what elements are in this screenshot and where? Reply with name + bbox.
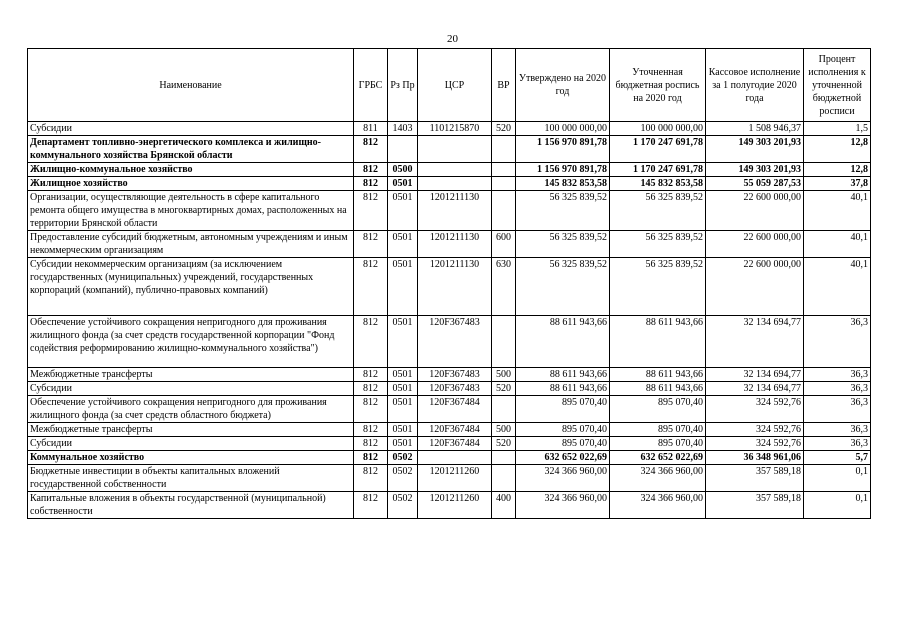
cell-refined: 632 652 022,69: [610, 451, 706, 465]
cell-csr: [418, 136, 492, 163]
cell-name: Субсидии: [28, 122, 354, 136]
cell-name: Обеспечение устойчивого сокращения непригодного для проживания жилищного фонда (за счет средств областного бюджета): [28, 396, 354, 423]
cell-vr: 520: [492, 437, 516, 451]
cell-vr: [492, 316, 516, 368]
cell-percent: 0,1: [804, 492, 871, 519]
cell-cash: 32 134 694,77: [706, 316, 804, 368]
cell-name: Капитальные вложения в объекты государственной (муниципальной) собственности: [28, 492, 354, 519]
cell-percent: 36,3: [804, 382, 871, 396]
cell-csr: [418, 451, 492, 465]
header-cash: Кассовое исполнение за 1 полугодие 2020 года: [706, 49, 804, 122]
header-name: Наименование: [28, 49, 354, 122]
cell-cash: 1 508 946,37: [706, 122, 804, 136]
table-row: [28, 437, 871, 451]
cell-refined: 88 611 943,66: [610, 382, 706, 396]
cell-rzpr: 0502: [388, 492, 418, 519]
cell-vr: [492, 163, 516, 177]
header-approved: Утверждено на 2020 год: [516, 49, 610, 122]
cell-cash: 357 589,18: [706, 465, 804, 492]
cell-percent: 5,7: [804, 451, 871, 465]
cell-name: Жилищное хозяйство: [28, 177, 354, 191]
table-row: [28, 368, 871, 382]
cell-rzpr: 0502: [388, 465, 418, 492]
cell-cash: 357 589,18: [706, 492, 804, 519]
cell-csr: [418, 177, 492, 191]
table-row: [28, 492, 871, 519]
header-rzpr: Рз Пр: [388, 49, 418, 122]
cell-name: Коммунальное хозяйство: [28, 451, 354, 465]
cell-refined: 56 325 839,52: [610, 231, 706, 258]
cell-vr: [492, 465, 516, 492]
cell-approved: 145 832 853,58: [516, 177, 610, 191]
cell-grbs: 812: [354, 316, 388, 368]
table-row: [28, 423, 871, 437]
cell-csr: 120F367484: [418, 423, 492, 437]
cell-rzpr: 0501: [388, 177, 418, 191]
cell-csr: 1201211130: [418, 191, 492, 231]
cell-rzpr: 0501: [388, 423, 418, 437]
cell-refined: 88 611 943,66: [610, 316, 706, 368]
cell-csr: 120F367483: [418, 316, 492, 368]
cell-percent: 0,1: [804, 465, 871, 492]
cell-rzpr: 0501: [388, 382, 418, 396]
cell-csr: 1101215870: [418, 122, 492, 136]
table-row: [28, 396, 871, 423]
cell-grbs: 811: [354, 122, 388, 136]
cell-grbs: 812: [354, 451, 388, 465]
cell-refined: 1 170 247 691,78: [610, 136, 706, 163]
cell-grbs: 812: [354, 177, 388, 191]
cell-grbs: 812: [354, 437, 388, 451]
cell-name: Субсидии некоммерческим организациям (за исключением государственных (муниципальных) учреждений, государственных корпораций (компаний), публично-правовых компаний): [28, 258, 354, 316]
cell-approved: 1 156 970 891,78: [516, 136, 610, 163]
cell-refined: 895 070,40: [610, 423, 706, 437]
cell-name: Обеспечение устойчивого сокращения непригодного для проживания жилищного фонда (за счет средств государственной корпорации "Фонд содействия реформированию жилищно-коммунального хозяйства"): [28, 316, 354, 368]
cell-csr: 120F367484: [418, 396, 492, 423]
cell-approved: 88 611 943,66: [516, 316, 610, 368]
cell-rzpr: 0500: [388, 163, 418, 177]
cell-vr: 520: [492, 382, 516, 396]
table-row: [28, 136, 871, 163]
cell-vr: [492, 136, 516, 163]
cell-rzpr: 0502: [388, 451, 418, 465]
cell-vr: 400: [492, 492, 516, 519]
cell-rzpr: 1403: [388, 122, 418, 136]
cell-percent: 36,3: [804, 437, 871, 451]
cell-csr: 1201211130: [418, 231, 492, 258]
cell-grbs: 812: [354, 136, 388, 163]
cell-cash: 32 134 694,77: [706, 382, 804, 396]
cell-name: Субсидии: [28, 437, 354, 451]
header-csr: ЦСР: [418, 49, 492, 122]
cell-approved: 324 366 960,00: [516, 492, 610, 519]
table-row: [28, 316, 871, 368]
cell-grbs: 812: [354, 163, 388, 177]
cell-vr: 600: [492, 231, 516, 258]
cell-vr: 520: [492, 122, 516, 136]
cell-percent: 40,1: [804, 258, 871, 316]
cell-rzpr: 0501: [388, 316, 418, 368]
table-row: [28, 177, 871, 191]
cell-percent: 40,1: [804, 191, 871, 231]
cell-grbs: 812: [354, 423, 388, 437]
cell-percent: 36,3: [804, 423, 871, 437]
cell-cash: 36 348 961,06: [706, 451, 804, 465]
table-row: [28, 231, 871, 258]
cell-approved: 895 070,40: [516, 437, 610, 451]
header-refined: Уточненная бюджетная роспись на 2020 год: [610, 49, 706, 122]
cell-cash: 32 134 694,77: [706, 368, 804, 382]
cell-percent: 12,8: [804, 136, 871, 163]
cell-refined: 145 832 853,58: [610, 177, 706, 191]
cell-cash: 22 600 000,00: [706, 191, 804, 231]
cell-vr: [492, 177, 516, 191]
cell-refined: 1 170 247 691,78: [610, 163, 706, 177]
cell-rzpr: 0501: [388, 368, 418, 382]
cell-percent: 40,1: [804, 231, 871, 258]
cell-approved: 88 611 943,66: [516, 382, 610, 396]
cell-name: Департамент топливно-энергетического комплекса и жилищно-коммунального хозяйства Брянской области: [28, 136, 354, 163]
cell-approved: 1 156 970 891,78: [516, 163, 610, 177]
cell-name: Межбюджетные трансферты: [28, 423, 354, 437]
cell-rzpr: 0501: [388, 191, 418, 231]
table-row: [28, 163, 871, 177]
table-row: [28, 258, 871, 316]
cell-rzpr: 0501: [388, 437, 418, 451]
header-row: [28, 49, 871, 122]
cell-cash: 324 592,76: [706, 396, 804, 423]
cell-percent: 12,8: [804, 163, 871, 177]
cell-percent: 37,8: [804, 177, 871, 191]
table-row: [28, 382, 871, 396]
table-row: [28, 122, 871, 136]
table-row: [28, 465, 871, 492]
cell-csr: 120F367484: [418, 437, 492, 451]
cell-percent: 36,3: [804, 396, 871, 423]
cell-cash: 55 059 287,53: [706, 177, 804, 191]
cell-refined: 895 070,40: [610, 396, 706, 423]
cell-approved: 56 325 839,52: [516, 231, 610, 258]
cell-refined: 324 366 960,00: [610, 492, 706, 519]
cell-rzpr: [388, 136, 418, 163]
cell-name: Межбюджетные трансферты: [28, 368, 354, 382]
table-row: [28, 191, 871, 231]
page-number: 20: [447, 33, 458, 45]
cell-percent: 1,5: [804, 122, 871, 136]
header-percent: Процент исполнения к уточненной бюджетной росписи: [804, 49, 871, 122]
cell-name: Организации, осуществляющие деятельность в сфере капитального ремонта общего имущества в многоквартирных домах, расположенных на территории Брянской области: [28, 191, 354, 231]
cell-grbs: 812: [354, 368, 388, 382]
cell-csr: 1201211130: [418, 258, 492, 316]
cell-csr: 1201211260: [418, 465, 492, 492]
cell-grbs: 812: [354, 396, 388, 423]
header-vr: ВР: [492, 49, 516, 122]
cell-vr: 500: [492, 368, 516, 382]
cell-grbs: 812: [354, 258, 388, 316]
cell-refined: 895 070,40: [610, 437, 706, 451]
cell-approved: 895 070,40: [516, 396, 610, 423]
cell-grbs: 812: [354, 382, 388, 396]
budget-table: [27, 48, 871, 519]
cell-csr: [418, 163, 492, 177]
cell-approved: 56 325 839,52: [516, 191, 610, 231]
cell-vr: 630: [492, 258, 516, 316]
cell-cash: 324 592,76: [706, 423, 804, 437]
cell-cash: 22 600 000,00: [706, 231, 804, 258]
cell-rzpr: 0501: [388, 258, 418, 316]
cell-approved: 100 000 000,00: [516, 122, 610, 136]
table-row: [28, 451, 871, 465]
cell-cash: 22 600 000,00: [706, 258, 804, 316]
cell-grbs: 812: [354, 231, 388, 258]
cell-cash: 324 592,76: [706, 437, 804, 451]
cell-refined: 56 325 839,52: [610, 258, 706, 316]
cell-refined: 324 366 960,00: [610, 465, 706, 492]
cell-approved: 56 325 839,52: [516, 258, 610, 316]
cell-approved: 632 652 022,69: [516, 451, 610, 465]
cell-name: Субсидии: [28, 382, 354, 396]
cell-refined: 56 325 839,52: [610, 191, 706, 231]
cell-grbs: 812: [354, 492, 388, 519]
cell-cash: 149 303 201,93: [706, 163, 804, 177]
cell-name: Жилищно-коммунальное хозяйство: [28, 163, 354, 177]
cell-refined: 88 611 943,66: [610, 368, 706, 382]
cell-percent: 36,3: [804, 368, 871, 382]
cell-vr: [492, 191, 516, 231]
cell-grbs: 812: [354, 465, 388, 492]
cell-refined: 100 000 000,00: [610, 122, 706, 136]
cell-rzpr: 0501: [388, 231, 418, 258]
cell-csr: 120F367483: [418, 368, 492, 382]
cell-approved: 88 611 943,66: [516, 368, 610, 382]
cell-name: Бюджетные инвестиции в объекты капитальных вложений государственной собственности: [28, 465, 354, 492]
cell-cash: 149 303 201,93: [706, 136, 804, 163]
cell-csr: 1201211260: [418, 492, 492, 519]
cell-approved: 895 070,40: [516, 423, 610, 437]
cell-percent: 36,3: [804, 316, 871, 368]
cell-vr: [492, 451, 516, 465]
cell-approved: 324 366 960,00: [516, 465, 610, 492]
header-grbs: ГРБС: [354, 49, 388, 122]
cell-name: Предоставление субсидий бюджетным, автономным учреждениям и иным некоммерческим организациям: [28, 231, 354, 258]
cell-rzpr: 0501: [388, 396, 418, 423]
cell-csr: 120F367483: [418, 382, 492, 396]
cell-grbs: 812: [354, 191, 388, 231]
cell-vr: [492, 396, 516, 423]
cell-vr: 500: [492, 423, 516, 437]
